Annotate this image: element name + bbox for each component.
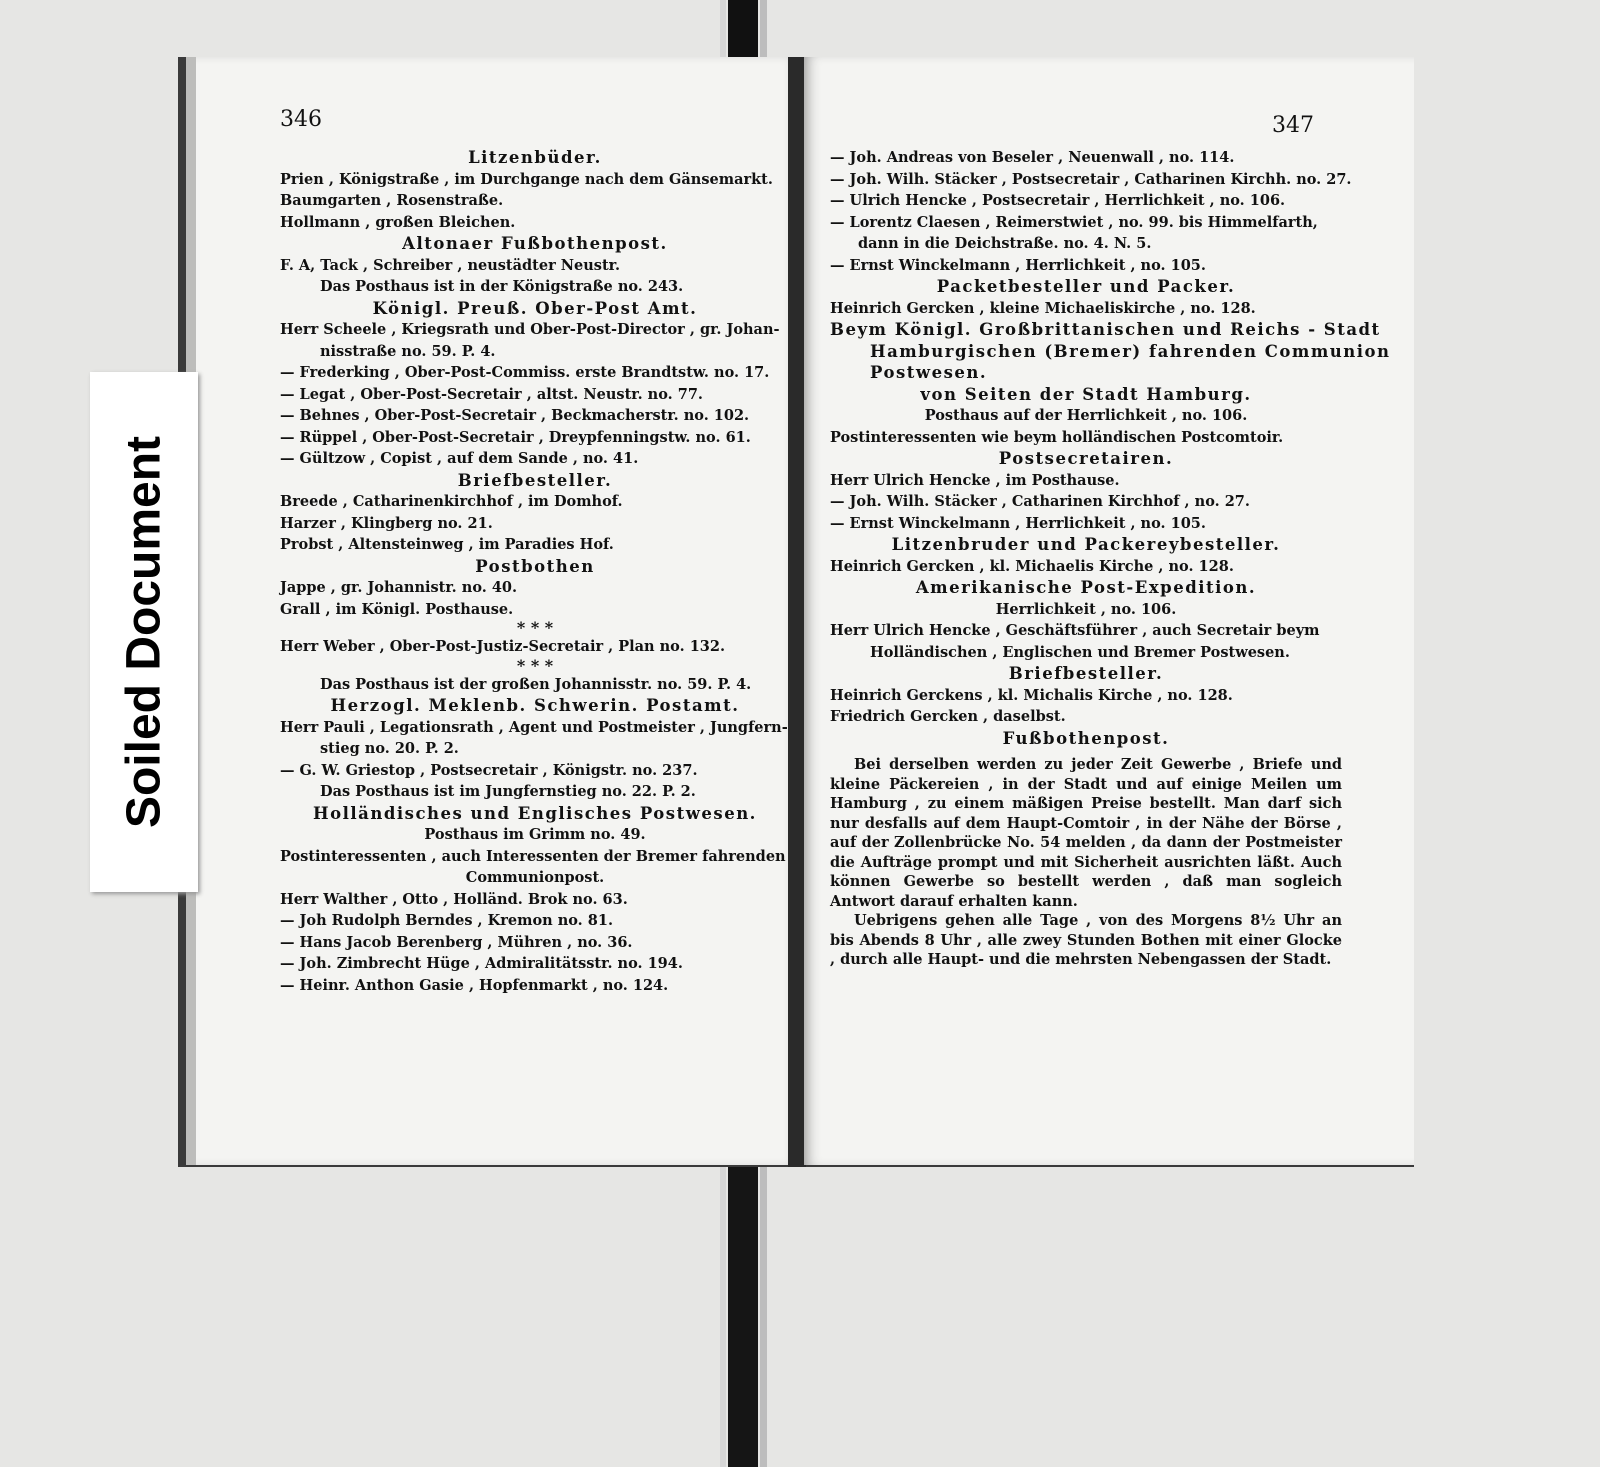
open-book (178, 57, 1414, 1167)
binding-strap-top (728, 0, 758, 60)
text-line: Posthaus auf der Herrlichkeit , no. 106. (924, 407, 1248, 424)
soiled-document-text: Soiled Document (117, 435, 171, 829)
text-line: Heinrich Gercken , kleine Michaeliskirche , no. 128. (830, 299, 1256, 317)
text-line: Prien , Königstraße , im Durchgange nach dem Gänsemarkt. (280, 170, 773, 188)
text-line: — Legat , Ober-Post-Secretair , altst. Neustr. no. 77. (280, 385, 703, 403)
text-line: Herr Ulrich Hencke , im Posthause. (830, 471, 1120, 489)
paragraph: Uebrigens gehen alle Tage , von des Morgens 8½ Uhr an bis Abends 8 Uhr , alle zwey Stunden Bothen mit einer Glocke , durch alle Haupt- und die mehrsten Nebengassen der Stadt. (830, 912, 1342, 968)
text-line: Briefbesteller. (457, 470, 613, 490)
text-line: Communionpost. (465, 869, 605, 886)
text-line: — Frederking , Ober-Post-Commiss. erste Brandtstw. no. 17. (280, 364, 770, 381)
text-line: — Ernst Winckelmann , Herrlichkeit , no. 105. (830, 514, 1206, 532)
text-line: Holländischen , Englischen und Bremer Postwesen. (870, 643, 1290, 661)
text-line: dann in die Deichstraße. no. 4. N. 5. (858, 235, 1152, 252)
binding-strap-bottom (728, 1150, 758, 1467)
page-number-left: 346 (280, 107, 322, 132)
text-line: nisstraße no. 59. P. 4. (320, 342, 496, 360)
text-line: F. A, Tack , Schreiber , neustädter Neustr. (280, 256, 621, 274)
text-line: Herzogl. Meklenb. Schwerin. Postamt. (330, 696, 740, 715)
text-line: — Joh. Andreas von Beseler , Neuenwall , no. 114. (830, 149, 1235, 166)
text-line: * * * (516, 618, 554, 637)
text-line: Das Posthaus ist der großen Johannisstr. no. 59. P. 4. (320, 675, 752, 693)
text-line: Herr Scheele , Kriegsrath und Ober-Post-Director , gr. Johan- (280, 321, 780, 338)
text-line: Probst , Altensteinweg , im Paradies Hof. (280, 536, 614, 553)
right-page-text (830, 147, 1391, 970)
soiled-document-label (90, 372, 198, 892)
text-line: Herr Ulrich Hencke , Geschäftsführer , auch Secretair beym (830, 622, 1320, 639)
text-line: Harzer , Klingberg no. 21. (280, 514, 493, 532)
text-line: Heinrich Gerckens , kl. Michalis Kirche , no. 128. (830, 686, 1233, 704)
text-line: — G. W. Griestop , Postsecretair , Königstr. no. 237. (280, 761, 698, 779)
text-line: Packetbesteller und Packer. (936, 277, 1236, 296)
text-line: Postinteressenten , auch Interessenten der Bremer fahrenden (280, 847, 786, 865)
text-line: Das Posthaus ist in der Königstraße no. 243. (320, 278, 684, 295)
text-line: — Joh Rudolph Berndes , Kremon no. 81. (280, 912, 613, 929)
text-line: stieg no. 20. P. 2. (320, 740, 459, 757)
text-line: Postsecretairen. (998, 449, 1174, 468)
text-line: Königl. Preuß. Ober-Post Amt. (372, 298, 698, 318)
text-line: Baumgarten , Rosenstraße. (280, 192, 504, 209)
text-line: — Hans Jacob Berenberg , Mühren , no. 36. (280, 933, 633, 951)
text-line: Fußbothenpost. (1002, 728, 1170, 748)
text-line: Postbothen (475, 556, 595, 576)
text-line: Litzenbruder und Packereybesteller. (891, 535, 1281, 554)
text-line: — Joh. Zimbrecht Hüge , Admiralitätsstr. no. 194. (280, 955, 683, 972)
text-line: * * * (516, 655, 554, 675)
text-line: Herrlichkeit , no. 106. (995, 600, 1177, 618)
left-page (186, 57, 800, 1165)
text-line: Posthaus im Grimm no. 49. (424, 826, 646, 843)
text-line: Beym Königl. Großbrittanischen und Reichs - Stadt (830, 320, 1381, 339)
paragraph: Bei derselben werden zu jeder Zeit Gewerbe , Briefe und kleine Päckereien , in der Stadt und auf einige Meilen um Hamburg , zu einem mäßigen Preise bestellt. Man darf sich nur desfalls auf dem Haupt-Comtoir , in der Nähe der Börse , auf der Zollenbrücke No. 54 melden , da dann der Postmeister die Aufträge prompt und mit Sicherheit ausrichten läßt. Auch können Gewerbe so bestellt werden , daß man sogleich Antwort darauf erhalten kann. (830, 756, 1342, 910)
text-line: Jappe , gr. Johannistr. no. 40. (280, 579, 518, 596)
text-line: Breede , Catharinenkirchhof , im Domhof. (280, 493, 623, 510)
text-line: — Heinr. Anthon Gasie , Hopfenmarkt , no. 124. (280, 976, 669, 994)
right-page (804, 57, 1414, 1165)
text-line: Grall , im Königl. Posthause. (280, 600, 514, 618)
left-page-text (280, 147, 790, 996)
text-line: Holländisches und Englisches Postwesen. (313, 803, 757, 823)
text-line: Herr Weber , Ober-Post-Justiz-Secretair , Plan no. 132. (280, 638, 726, 655)
text-line: — Ulrich Hencke , Postsecretair , Herrlichkeit , no. 106. (830, 192, 1286, 209)
text-line: Das Posthaus ist im Jungfernstieg no. 22. P. 2. (320, 783, 696, 800)
text-line: Postinteressenten wie beym holländischen Postcomtoir. (830, 428, 1284, 446)
text-line: Amerikanische Post-Expedition. (915, 578, 1257, 597)
text-line: Friedrich Gercken , daselbst. (830, 708, 1066, 725)
text-line: Altonaer Fußbothenpost. (402, 234, 668, 253)
text-line: Herr Pauli , Legationsrath , Agent und Postmeister , Jungfern- (280, 718, 788, 736)
text-line: — Behnes , Ober-Post-Secretair , Beckmacherstr. no. 102. (280, 407, 750, 424)
text-line: Herr Walther , Otto , Holländ. Brok no. 63. (280, 890, 628, 908)
text-line: — Ernst Winckelmann , Herrlichkeit , no. 105. (830, 256, 1206, 274)
text-line: — Gültzow , Copist , auf dem Sande , no. 41. (280, 450, 639, 467)
text-line: — Lorentz Claesen , Reimerstwiet , no. 99. bis Himmelfarth, (830, 213, 1318, 231)
text-line: von Seiten der Stadt Hamburg. (920, 384, 1252, 404)
text-line: — Rüppel , Ober-Post-Secretair , Dreypfenningstw. no. 61. (280, 428, 751, 446)
text-line: — Joh. Wilh. Stäcker , Postsecretair , Catharinen Kirchh. no. 27. (830, 170, 1352, 188)
text-line: Hollmann , großen Bleichen. (280, 213, 516, 231)
text-line: Briefbesteller. (1008, 664, 1164, 683)
text-line: Hamburgischen (Bremer) fahrenden Communion (870, 341, 1391, 361)
text-line: — Joh. Wilh. Stäcker , Catharinen Kirchhof , no. 27. (830, 493, 1250, 510)
page-number-right: 347 (1272, 113, 1314, 138)
text-line: Heinrich Gercken , kl. Michaelis Kirche , no. 128. (830, 557, 1234, 575)
text-line: Litzenbüder. (468, 148, 602, 167)
text-line: Postwesen. (870, 363, 988, 382)
